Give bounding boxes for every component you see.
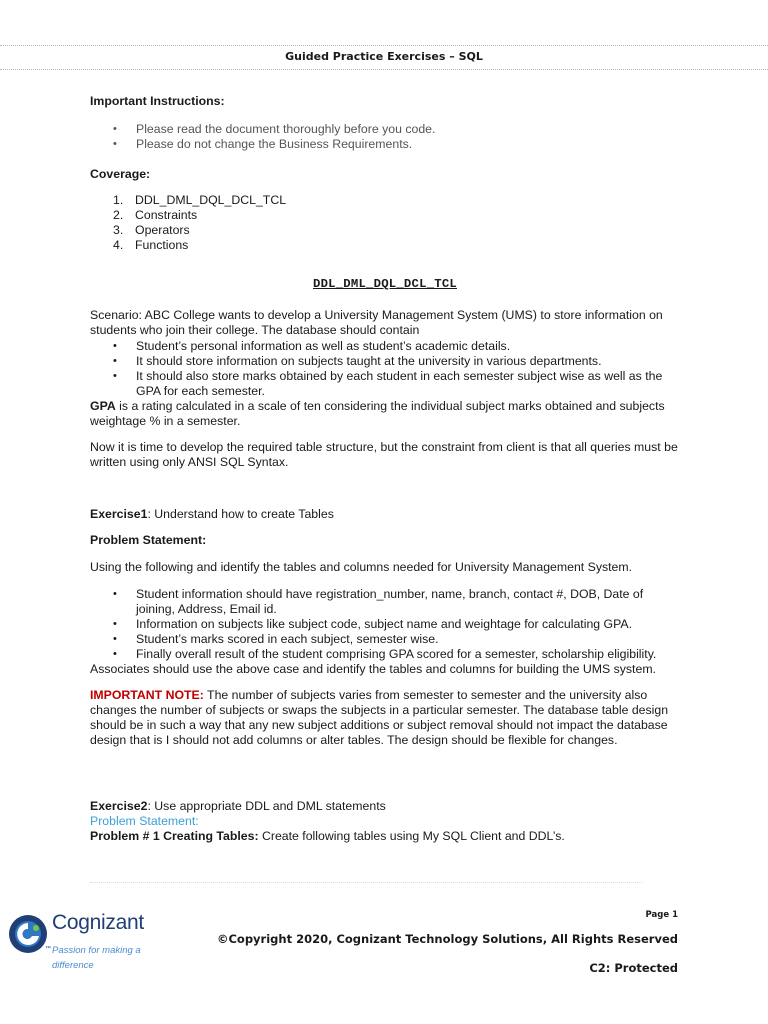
- document-header-title: Guided Practice Exercises – SQL: [285, 50, 483, 63]
- scenario-list: [90, 339, 680, 399]
- exercise1-problem-heading: Problem Statement:: [90, 533, 207, 547]
- exercise1-title-text: : Understand how to create Tables: [147, 507, 334, 521]
- constraint-paragraph: Now it is time to develop the required table structure, but the constraint from client is that all queries must be written using only ANSI SQL Syntax.: [90, 440, 678, 469]
- list-number: 2.: [113, 208, 124, 222]
- list-item: [90, 238, 680, 253]
- header-rule-top: [0, 45, 768, 46]
- protection-label: C2: Protected: [589, 961, 678, 975]
- list-text: DDL_DML_DQL_DCL_TCL: [135, 193, 287, 207]
- exercise2-problem1: [90, 829, 680, 844]
- logo-tagline: Passion for making a difference: [52, 945, 141, 971]
- section-title: DDL_DML_DQL_DCL_TCL: [312, 277, 457, 291]
- list-item: • Student information should have registration_number, name, branch, contact #, DOB, Date of joining, Address, Email id.: [90, 587, 680, 617]
- instructions-list: [90, 122, 680, 152]
- gpa-definition: [90, 399, 680, 429]
- gpa-term: GPA: [90, 399, 116, 413]
- exercise2-label: Exercise2: [90, 799, 148, 813]
- list-item: • Student’s personal information as well as student’s academic details.: [90, 339, 680, 354]
- instructions-heading: Important Instructions:: [90, 94, 225, 108]
- logo-brand-text: Cognizant: [52, 911, 144, 934]
- header-rule-bottom: [0, 69, 768, 70]
- exercise1-title: [90, 507, 680, 522]
- list-text: Operators: [135, 223, 190, 237]
- exercise1-list: [90, 587, 680, 662]
- list-number: 3.: [113, 223, 124, 237]
- list-item: • It should store information on subjects taught at the university in various departments.: [90, 354, 680, 369]
- important-note-label: IMPORTANT NOTE:: [90, 688, 204, 702]
- coverage-heading: Coverage:: [90, 167, 151, 181]
- important-note: [90, 688, 680, 748]
- problem1-label: Problem # 1 Creating Tables:: [90, 829, 259, 843]
- coverage-list: [90, 193, 680, 253]
- list-item: • It should also store marks obtained by each student in each semester subject wise as well as the GPA for each semester.: [90, 369, 680, 399]
- list-number: 1.: [113, 193, 124, 207]
- document-body: [90, 94, 680, 844]
- list-item: [90, 223, 680, 238]
- exercise2-title: [90, 799, 680, 814]
- list-item: • Please do not change the Business Requirements.: [90, 137, 680, 152]
- list-item: • Please read the document thoroughly before you code.: [90, 122, 680, 137]
- exercise2-problem-heading: Problem Statement:: [90, 814, 199, 828]
- footer-rule: [90, 882, 642, 883]
- gpa-text: is a rating calculated in a scale of ten considering the individual subject marks obtained and subjects weightage % in a semester.: [90, 399, 665, 428]
- list-text: Constraints: [135, 208, 198, 222]
- list-item: • Finally overall result of the student comprising GPA scored for a semester, scholarship eligibility.: [90, 647, 680, 662]
- logo-trademark: ™: [45, 946, 51, 952]
- cognizant-logo: [8, 911, 178, 971]
- list-text: Functions: [135, 238, 189, 252]
- copyright-text: ©Copyright 2020, Cognizant Technology Solutions, All Rights Reserved: [216, 932, 678, 946]
- cognizant-logo-icon: [8, 914, 48, 954]
- important-note-text: The number of subjects varies from semester to semester and the university also changes the number of subjects or swaps the subjects in a particular semester. The database table design should be in such a way that any new subject additions or subject removal should not impact the database design that is I should not add columns or alter tables. The design should be flexible for changes.: [90, 688, 669, 747]
- list-item: • Student’s marks scored in each subject, semester wise.: [90, 632, 680, 647]
- exercise2-title-text: : Use appropriate DDL and DML statements: [147, 799, 386, 813]
- list-item: [90, 193, 680, 208]
- associates-paragraph: Associates should use the above case and identify the tables and columns for building the UMS system.: [90, 662, 656, 676]
- problem1-text: Create following tables using My SQL Client and DDL’s.: [258, 829, 565, 843]
- list-item: [90, 208, 680, 223]
- scenario-intro: Scenario: ABC College wants to develop a University Management System (UMS) to store information on students who join their college. The database should contain: [90, 308, 663, 337]
- exercise1-label: Exercise1: [90, 507, 148, 521]
- exercise1-problem-intro: Using the following and identify the tables and columns needed for University Management System.: [90, 560, 633, 574]
- list-item: • Information on subjects like subject code, subject name and weightage for calculating GPA.: [90, 617, 680, 632]
- list-number: 4.: [113, 238, 124, 252]
- page-number: Page 1: [645, 910, 678, 920]
